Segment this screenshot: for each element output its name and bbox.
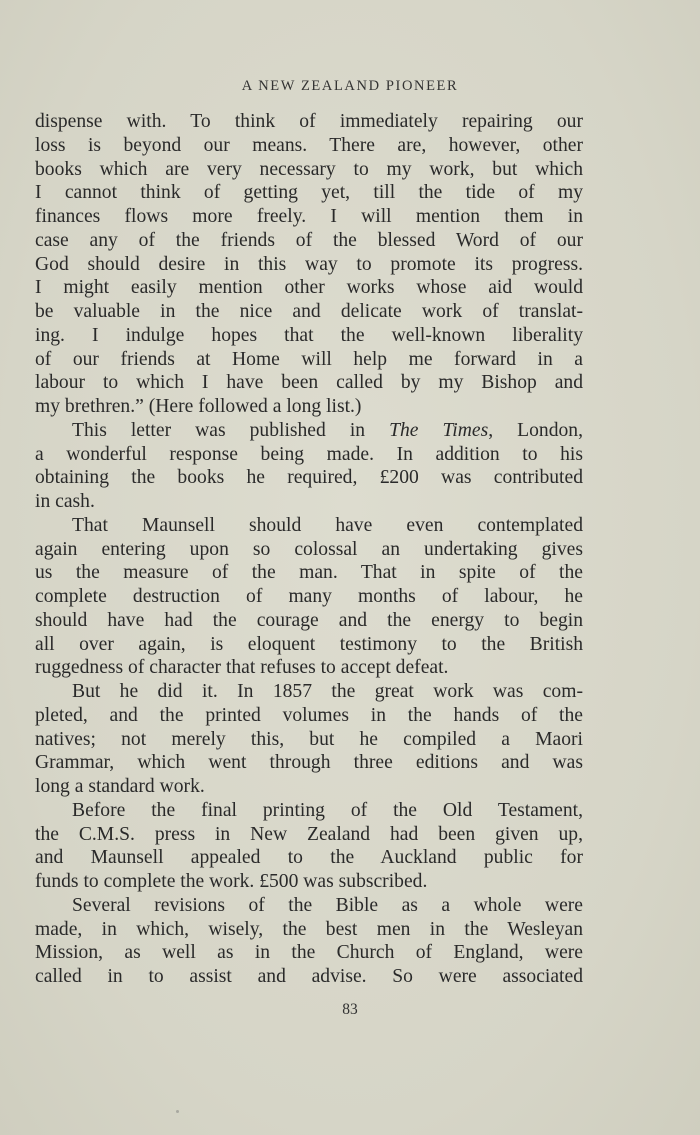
text-line: complete destruction of many months of labour, he [35, 586, 583, 607]
text-line: case any of the friends of the blessed Word of our [35, 229, 583, 251]
text-line: funds to complete the work. £500 was subscribed. [35, 871, 428, 892]
text-line: made, in which, wisely, the best men in the Wesleyan [35, 918, 583, 940]
text-line: finances flows more freely. I will mention them in [35, 206, 583, 227]
text-line: Before the final printing of the Old Testament, [72, 799, 583, 821]
text-line: of our friends at Home will help me forward in a [35, 348, 583, 370]
text-line: Mission, as well as in the Church of England, were [35, 942, 583, 964]
text-line: called in to assist and advise. So were associated [35, 966, 583, 987]
text-line: God should desire in this way to promote its progress. [35, 253, 583, 275]
text-line: labour to which I have been called by my Bishop and [35, 372, 583, 394]
text-line: pleted, and the printed volumes in the hands of the [35, 704, 583, 726]
text-line: But he did it. In 1857 the great work was com- [72, 681, 583, 702]
text-line: in cash. [35, 491, 95, 512]
text-line: us the measure of the man. That in spite of the [35, 562, 583, 584]
body-text [35, 110, 583, 989]
text-line: That Maunsell should have even contemplated [72, 514, 583, 536]
text-line: Several revisions of the Bible as a whole were [72, 894, 583, 916]
text-line: loss is beyond our means. There are, however, other [35, 134, 583, 156]
paper-speck [176, 1110, 179, 1113]
text-line: the C.M.S. press in New Zealand had been given up, [35, 823, 583, 845]
text-line: and Maunsell appealed to the Auckland public for [35, 847, 583, 869]
running-head: A NEW ZEALAND PIONEER [241, 78, 459, 94]
text-line: be valuable in the nice and delicate work of translat- [35, 301, 583, 322]
text-line: my brethren.” (Here followed a long list.) [35, 396, 362, 417]
text-line: I might easily mention other works whose aid would [35, 277, 583, 299]
text-line: should have had the courage and the energy to begin [35, 609, 583, 631]
text-line: all over again, is eloquent testimony to the British [35, 633, 583, 655]
text-line: obtaining the books he required, £200 was contributed [35, 467, 583, 489]
text-line: ruggedness of character that refuses to accept defeat. [35, 657, 449, 679]
text-line: This letter was published in The Times, London, [72, 419, 583, 441]
text-line: long a standard work. [35, 776, 205, 797]
text-line: books which are very necessary to my work, but which [35, 158, 583, 180]
text-line: ing. I indulge hopes that the well-known liberality [35, 324, 583, 346]
text-line: dispense with. To think of immediately repairing our [35, 111, 583, 132]
text-line: again entering upon so colossal an undertaking gives [35, 538, 583, 560]
text-line: natives; not merely this, but he compiled a Maori [35, 728, 583, 750]
page-number: 83 [342, 1001, 358, 1018]
text-line: I cannot think of getting yet, till the tide of my [35, 182, 583, 204]
text-line: Grammar, which went through three editions and was [35, 752, 583, 774]
text-line: a wonderful response being made. In addition to his [35, 443, 583, 465]
italic-title: The Times [389, 419, 489, 441]
